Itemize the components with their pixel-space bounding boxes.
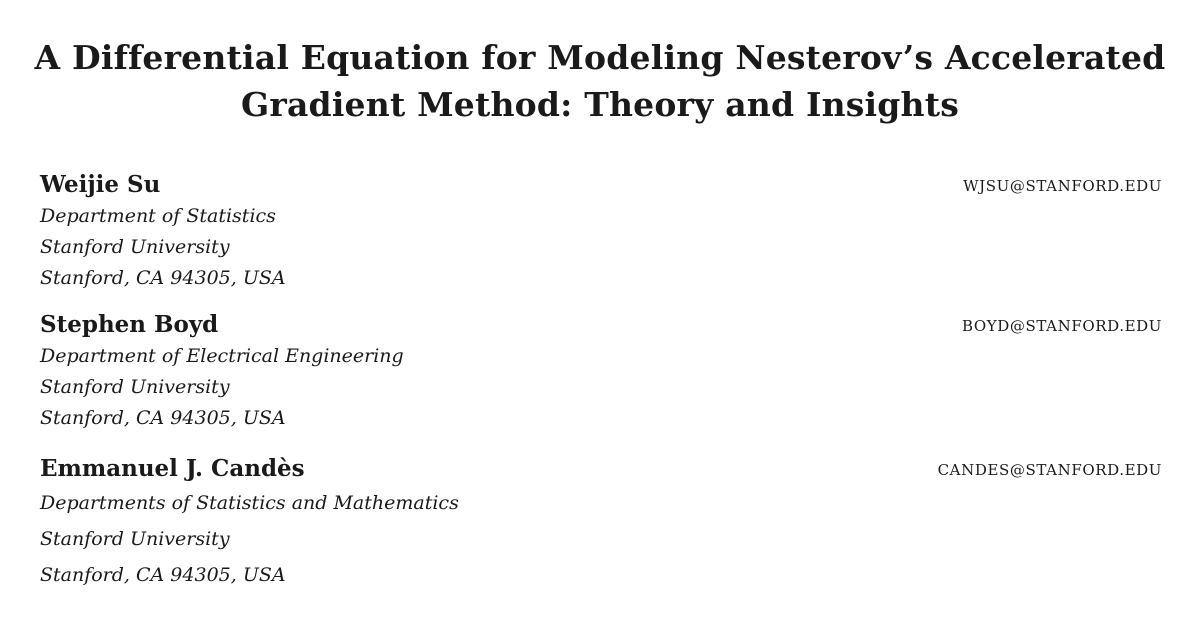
author-department: Department of Statistics bbox=[40, 205, 276, 227]
author-name: Weijie Su bbox=[40, 171, 161, 198]
author-block-candes bbox=[40, 455, 1162, 593]
author-email[interactable]: WJSU@STANFORD.EDU bbox=[963, 177, 1162, 195]
paper-title-line-2: Gradient Method: Theory and Insights bbox=[241, 85, 959, 124]
author-address: Stanford, CA 94305, USA bbox=[40, 564, 286, 586]
author-address: Stanford, CA 94305, USA bbox=[40, 407, 286, 429]
author-name: Emmanuel J. Candès bbox=[40, 455, 305, 482]
paper-title-line-1: A Differential Equation for Modeling Nesterov’s Accelerated bbox=[34, 38, 1166, 77]
author-university: Stanford University bbox=[40, 376, 230, 398]
author-email[interactable]: CANDES@STANFORD.EDU bbox=[937, 461, 1162, 479]
paper-title bbox=[0, 34, 1200, 128]
author-block-su bbox=[40, 171, 1162, 294]
author-department: Department of Electrical Engineering bbox=[40, 345, 404, 367]
author-university: Stanford University bbox=[40, 528, 230, 550]
author-department: Departments of Statistics and Mathematics bbox=[40, 492, 459, 514]
author-name: Stephen Boyd bbox=[40, 311, 219, 338]
author-block-boyd bbox=[40, 311, 1162, 434]
author-email[interactable]: BOYD@STANFORD.EDU bbox=[961, 317, 1162, 335]
author-university: Stanford University bbox=[40, 236, 230, 258]
author-address: Stanford, CA 94305, USA bbox=[40, 267, 286, 289]
